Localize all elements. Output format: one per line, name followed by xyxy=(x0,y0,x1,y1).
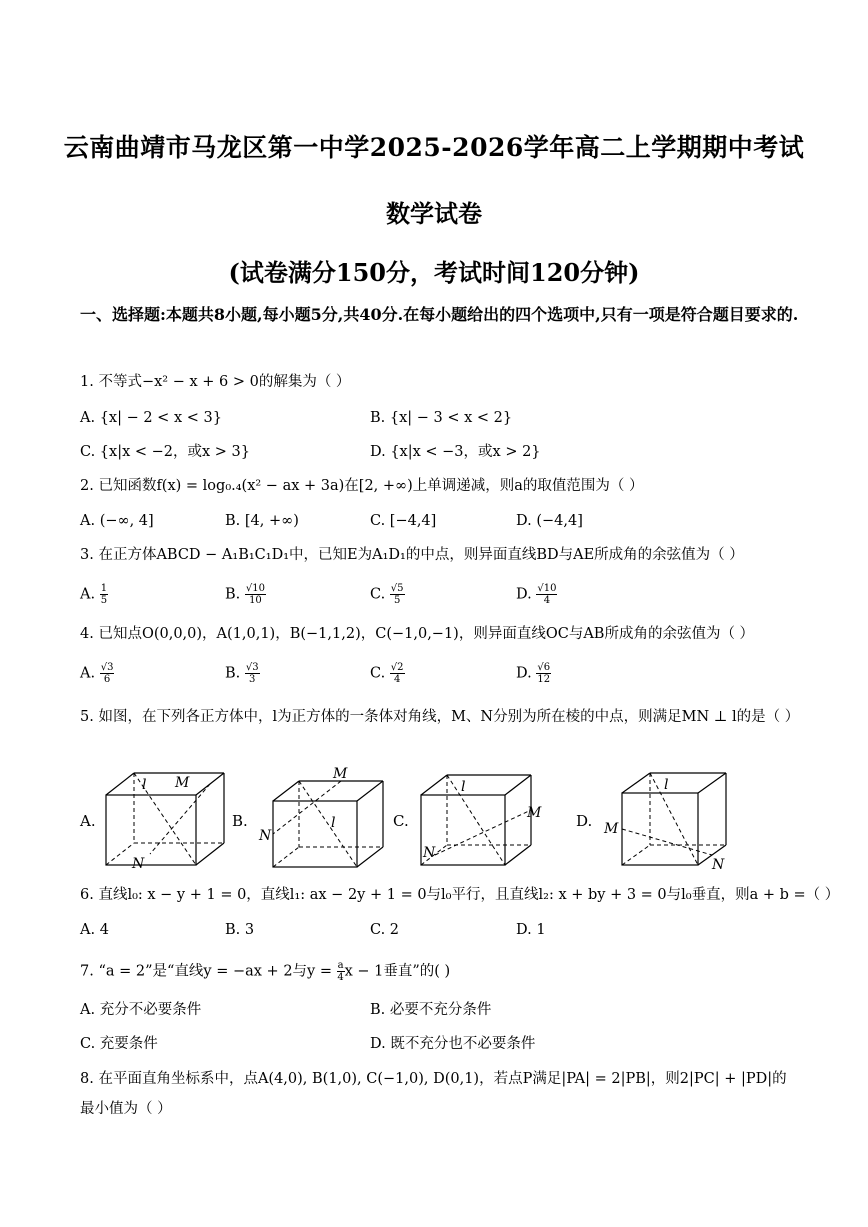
question-6-stem: 6. 直线l₀: x − y + 1 = 0，直线l₁: ax − 2y + 1 = 0与l₀平行，且直线l₂: x + by + 3 = 0与l₀垂直，则a + b =（ ） xyxy=(80,887,840,903)
label-n: N xyxy=(132,856,145,872)
label-n: N xyxy=(259,828,272,844)
question-7-stem: 7. “a = 2”是“直线y = −ax + 2与y = $\frac{a}{4}$ x − 1垂直”的( ) xyxy=(80,960,451,983)
label-l: l xyxy=(331,815,336,831)
fraction: $\frac{√5}{5}$ xyxy=(390,583,404,606)
question-3-option-a: A. $\frac{1}{5}$ xyxy=(80,583,108,606)
question-2-option-c: C. [−4,4] xyxy=(370,513,437,529)
question-6-option-d: D. 1 xyxy=(516,922,546,938)
question-3-option-c: C. $\frac{√5}{5}$ xyxy=(370,583,404,606)
question-2-option-b: B. [4, +∞) xyxy=(225,513,299,529)
exam-title: 云南曲靖市马龙区第一中学2025-2026学年高二上学期期中考试 xyxy=(63,133,805,162)
question-2-option-d: D. (−4,4] xyxy=(516,513,583,529)
fraction: $\frac{a}{4}$ xyxy=(337,960,344,983)
question-1-option-d: D. {x|x < −3，或x > 2} xyxy=(370,444,541,460)
figure-b-label: B. xyxy=(232,812,248,830)
question-7-option-d: D. 既不充分也不必要条件 xyxy=(370,1036,536,1052)
fraction: $\frac{√10}{10}$ xyxy=(245,583,265,606)
exam-subtitle: 数学试卷 xyxy=(386,199,482,228)
question-1-option-c: C. {x|x < −2，或x > 3} xyxy=(80,444,250,460)
question-7-option-b: B. 必要不充分条件 xyxy=(370,1002,492,1018)
cube-figure-a xyxy=(100,765,230,875)
fraction: $\frac{1}{5}$ xyxy=(100,583,108,606)
label-l: l xyxy=(664,777,669,793)
fraction: $\frac{√3}{3}$ xyxy=(245,662,259,685)
exam-note: (试卷满分150分，考试时间120分钟) xyxy=(228,258,640,287)
question-3-option-d: D. $\frac{√10}{4}$ xyxy=(516,583,557,606)
label-m: M xyxy=(175,775,190,791)
label-l: l xyxy=(461,779,466,795)
question-2-option-a: A. (−∞, 4] xyxy=(80,513,154,529)
question-5-stem: 5. 如图，在下列各正方体中，l为正方体的一条体对角线，M、N分别为所在棱的中点，则满足MN ⊥ l的是（ ） xyxy=(80,709,800,725)
question-6-option-b: B. 3 xyxy=(225,922,255,938)
question-4-option-d: D. $\frac{√6}{12}$ xyxy=(516,662,551,685)
question-1-option-a: A. {x| − 2 < x < 3} xyxy=(80,410,222,426)
question-4-option-b: B. $\frac{√3}{3}$ xyxy=(225,662,259,685)
question-4-stem: 4. 已知点O(0,0,0)，A(1,0,1)，B(−1,1,2)，C(−1,0,−1)，则异面直线OC与AB所成角的余弦值为（ ） xyxy=(80,626,755,642)
question-2-stem: 2. 已知函数f(x) = log₀.₄(x² − ax + 3a)在[2, +∞)上单调递减，则a的取值范围为（ ） xyxy=(80,478,644,494)
label-n: N xyxy=(712,857,725,873)
label-m: M xyxy=(333,766,348,782)
fraction: $\frac{√2}{4}$ xyxy=(390,662,404,685)
figure-c-label: C. xyxy=(393,812,409,830)
cube-figure-b xyxy=(255,765,385,875)
question-6-option-c: C. 2 xyxy=(370,922,400,938)
section-1-heading: 一、选择题:本题共8小题,每小题5分,共40分.在每小题给出的四个选项中,只有一项是符合题目要求的. xyxy=(80,305,799,324)
figure-d-label: D. xyxy=(576,812,593,830)
question-4-option-a: A. $\frac{√3}{6}$ xyxy=(80,662,114,685)
fraction: $\frac{√6}{12}$ xyxy=(537,662,551,685)
question-1-option-b: B. {x| − 3 < x < 2} xyxy=(370,410,513,426)
fraction: $\frac{√3}{6}$ xyxy=(100,662,114,685)
question-6-option-a: A. 4 xyxy=(80,922,109,938)
question-8-stem: 8. 在平面直角坐标系中，点A(4,0), B(1,0), C(−1,0), D(0,1)，若点P满足|PA| = 2|PB|，则2|PC| + |PD|的最小值为（ ） xyxy=(80,1071,787,1117)
question-1-stem: 1. 不等式−x² − x + 6 > 0的解集为（ ） xyxy=(80,374,351,390)
figure-a-label: A. xyxy=(80,812,96,830)
question-3-stem: 3. 在正方体ABCD − A₁B₁C₁D₁中，已知E为A₁D₁的中点，则异面直线BD与AE所成角的余弦值为（ ） xyxy=(80,547,744,563)
question-7-option-a: A. 充分不必要条件 xyxy=(80,1002,202,1018)
cube-figure-d xyxy=(600,765,730,875)
label-l: l xyxy=(142,777,147,793)
question-7-option-c: C. 充要条件 xyxy=(80,1036,158,1052)
label-n: N xyxy=(423,845,436,861)
question-4-option-c: C. $\frac{√2}{4}$ xyxy=(370,662,404,685)
label-m: M xyxy=(527,805,542,821)
fraction: $\frac{√10}{4}$ xyxy=(537,583,557,606)
cube-figure-c xyxy=(415,765,545,875)
label-m: M xyxy=(604,821,619,837)
question-3-option-b: B. $\frac{√10}{10}$ xyxy=(225,583,265,606)
